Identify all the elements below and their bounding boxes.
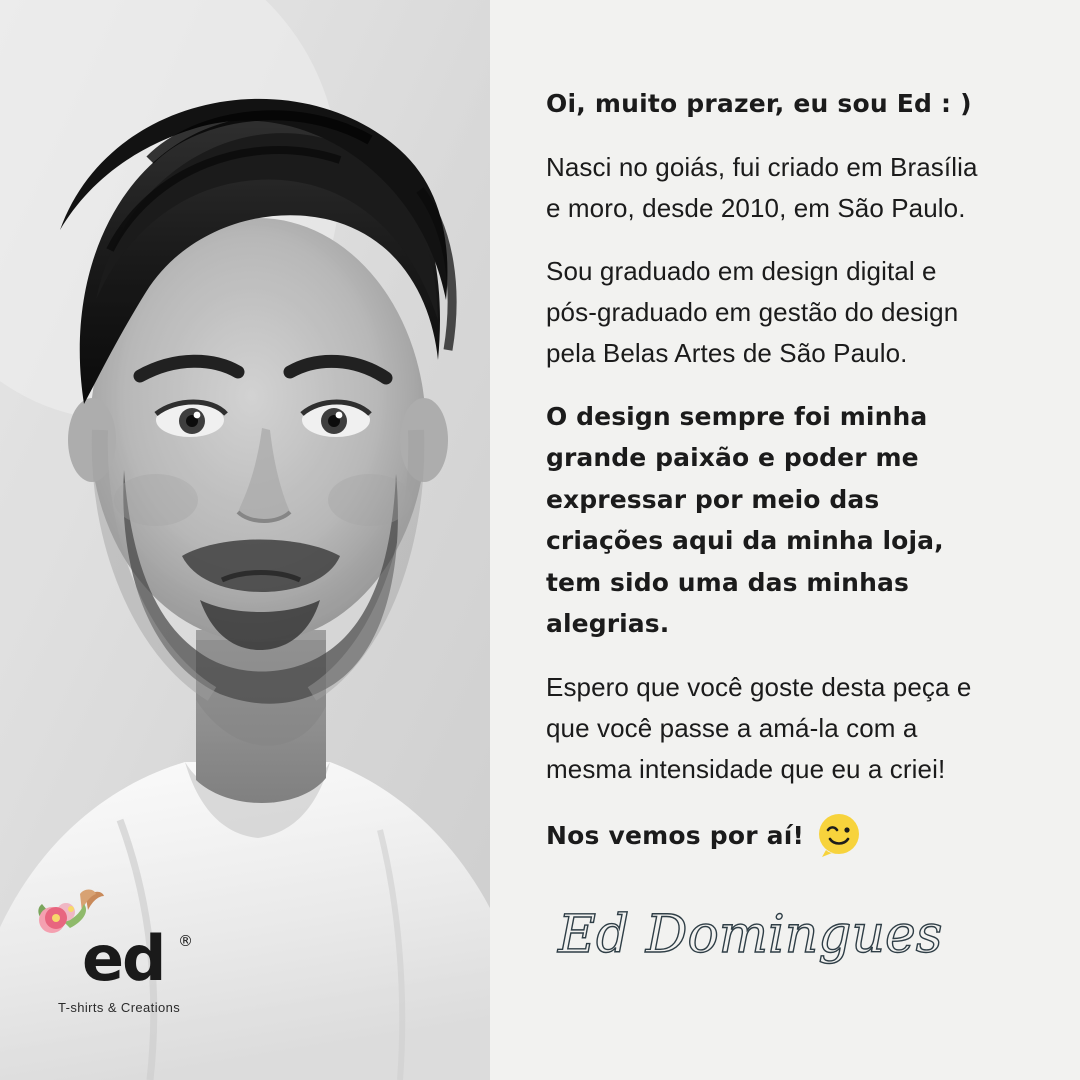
closing-row (546, 812, 1010, 858)
paragraph-origem: Nasci no goiás, fui criado em Brasília e moro, desde 2010, em São Paulo. (546, 151, 978, 223)
paragraph-paixao: O design sempre foi minha grande paixão e poder me expressar por meio das criações aqui da minha loja, tem sido uma das minhas alegrias. (546, 401, 944, 639)
headline: Oi, muito prazer, eu sou Ed : ) (546, 89, 972, 118)
portrait-photo-panel (0, 0, 490, 1080)
logo-tagline: T-shirts & Creations (58, 1000, 181, 1015)
winking-face-emoji-icon (816, 812, 862, 858)
signature-text: Ed Domingues (558, 905, 943, 966)
paragraph-formacao: Sou graduado em design digital e pós-graduado em gestão do design pela Belas Artes de São Paulo. (546, 255, 959, 368)
logo-wordmark: ed (82, 922, 165, 995)
closing-text: Nos vemos por aí! (546, 820, 805, 850)
signature (554, 890, 954, 980)
paragraph-desejo: Espero que você goste desta peça e que você passe a amá-la com a mesma intensidade que eu a criei! (546, 671, 972, 785)
brand-logo (28, 888, 238, 1038)
registered-trademark-icon: ® (178, 932, 193, 950)
about-text-panel (490, 0, 1080, 1080)
